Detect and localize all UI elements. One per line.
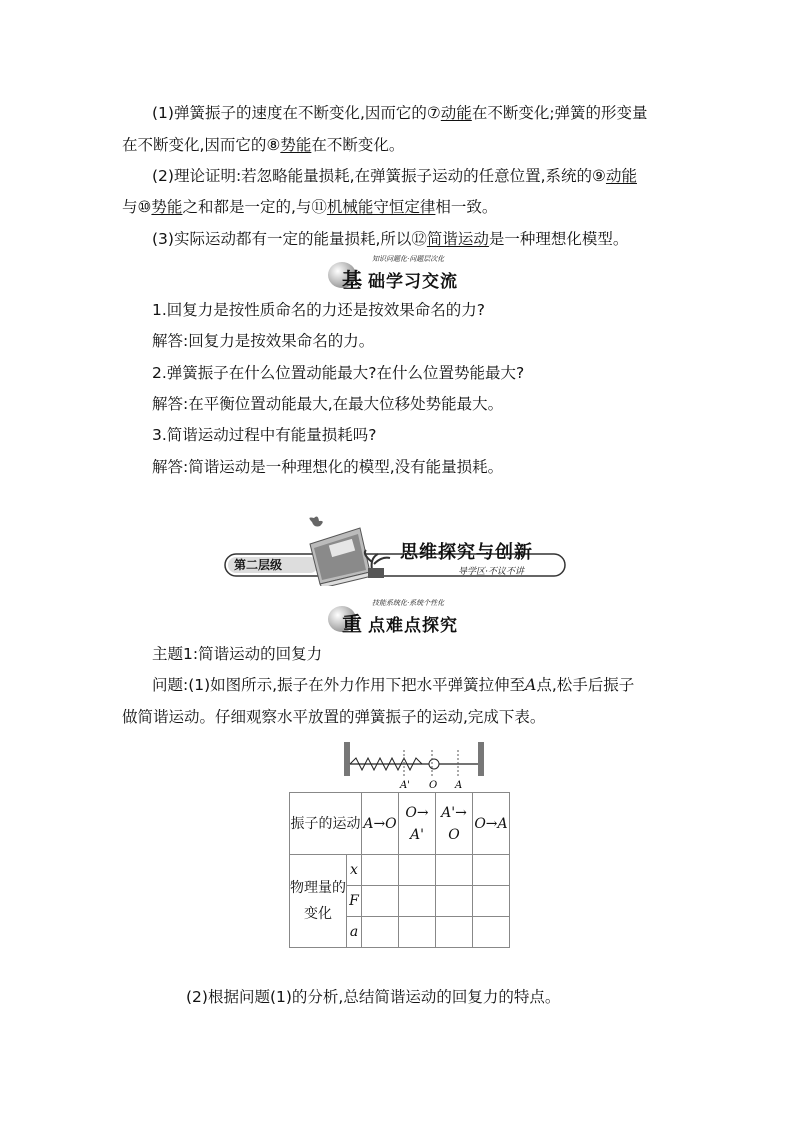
text: 相一致。 [435,198,498,216]
marker: ⑨ [592,167,606,185]
topic-question-1 [152,674,634,696]
text: 在不断变化。 [311,136,405,154]
qa-line-2: 解答:回复力是按效果命名的力。 [152,332,375,350]
section-banner-key-points [320,599,500,636]
level-title: 思维探究与创新 [400,542,533,563]
topic-question-2: (2)根据问题(1)的分析,总结简谐运动的回复力的特点。 [186,988,561,1006]
col-o-to-a: O→A [473,793,510,855]
cell-empty[interactable] [473,917,510,948]
answer-simple-harmonic-motion: 简谐运动 [426,230,489,248]
intro-line-5 [152,228,628,250]
answer-conservation-law: 机械能守恒定律 [326,198,436,216]
answer-kinetic-energy: 动能 [440,104,472,122]
spring-oscillator-figure [342,740,492,792]
intro-line-4 [122,196,497,218]
header-motion: 振子的运动 [290,793,362,855]
answer-potential-energy-2: 势能 [151,198,183,216]
text: 是一种理想化模型。 [488,230,629,248]
cell-empty[interactable] [473,855,510,886]
cell-empty[interactable] [436,917,473,948]
row-label-x: x [347,855,362,886]
qa-line-1: 1.回复力是按性质命名的力还是按效果命名的力? [152,301,486,319]
banner-title: 础学习交流 [368,272,458,292]
marker: ⑫ [411,230,427,248]
topic-question-1-cont: 做简谐运动。仔细观察水平放置的弹簧振子的运动,完成下表。 [122,708,546,726]
answer-potential-energy: 势能 [280,136,312,154]
answer-kinetic-energy-2: 动能 [605,167,637,185]
col-a-prime-to-o: A'→O [436,793,473,855]
text: 与 [122,198,138,216]
level-banner [222,514,572,586]
cell-empty[interactable] [362,886,399,917]
banner-subtitle: 技能系统化·系统个性化 [372,599,445,607]
marker: ⑪ [311,198,327,216]
intro-line-2 [122,134,404,156]
marker: ⑧ [266,136,281,154]
banner-title: 点难点探究 [368,616,458,636]
marker: ⑦ [426,104,441,122]
point-a-variable: A [525,676,537,694]
text: 问题:(1)如图所示,振子在外力作用下把水平弹簧拉伸至 [152,676,526,694]
section-banner-basic [320,255,500,292]
label-a-prime: A' [400,780,410,791]
banner-subtitle: 知识问题化·问题层次化 [372,255,445,263]
qa-line-5: 3.简谐运动过程中有能量损耗吗? [152,426,377,444]
text: (2)理论证明:若忽略能量损耗,在弹簧振子运动的任意位置,系统的 [152,167,593,185]
cell-empty[interactable] [362,855,399,886]
banner-first-char: 基 [342,268,362,292]
cell-empty[interactable] [436,886,473,917]
cell-empty[interactable] [436,855,473,886]
col-a-to-o: A→O [362,793,399,855]
row-group-label: 物理量的变化 [290,855,347,948]
text: 在不断变化;弹簧的形变量 [471,104,648,122]
label-o: O [429,780,438,791]
level-subtitle: 导学区·不议不讲 [458,567,524,577]
cell-empty[interactable] [399,917,436,948]
cell-empty[interactable] [362,917,399,948]
cell-empty[interactable] [399,886,436,917]
left-wall [344,742,350,776]
intro-line-1 [152,102,648,124]
text: (1)弹簧振子的速度在不断变化,因而它的 [152,104,427,122]
cell-empty[interactable] [399,855,436,886]
topic-title: 主题1:简谐运动的回复力 [152,645,323,663]
col-o-to-a-prime: O→A' [399,793,436,855]
qa-line-6: 解答:简谐运动是一种理想化的模型,没有能量损耗。 [152,458,504,476]
intro-line-3 [152,165,637,187]
label-a: A [455,780,463,791]
motion-table [289,792,510,948]
text: 点,松手后振子 [536,676,635,694]
banner-first-char: 重 [342,612,362,636]
oscillator-ball [429,759,439,769]
marker: ⑩ [137,198,152,216]
qa-line-4: 解答:在平衡位置动能最大,在最大位移处势能最大。 [152,395,504,413]
level-tag: 第二层级 [234,558,283,572]
text: 之和都是一定的,与 [182,198,312,216]
right-wall [478,742,484,776]
qa-line-3: 2.弹簧振子在什么位置动能最大?在什么位置势能最大? [152,364,525,382]
text: (3)实际运动都有一定的能量损耗,所以 [152,230,412,248]
row-label-a: a [347,917,362,948]
cell-empty[interactable] [473,886,510,917]
row-label-f: F [347,886,362,917]
text: 在不断变化,因而它的 [122,136,267,154]
